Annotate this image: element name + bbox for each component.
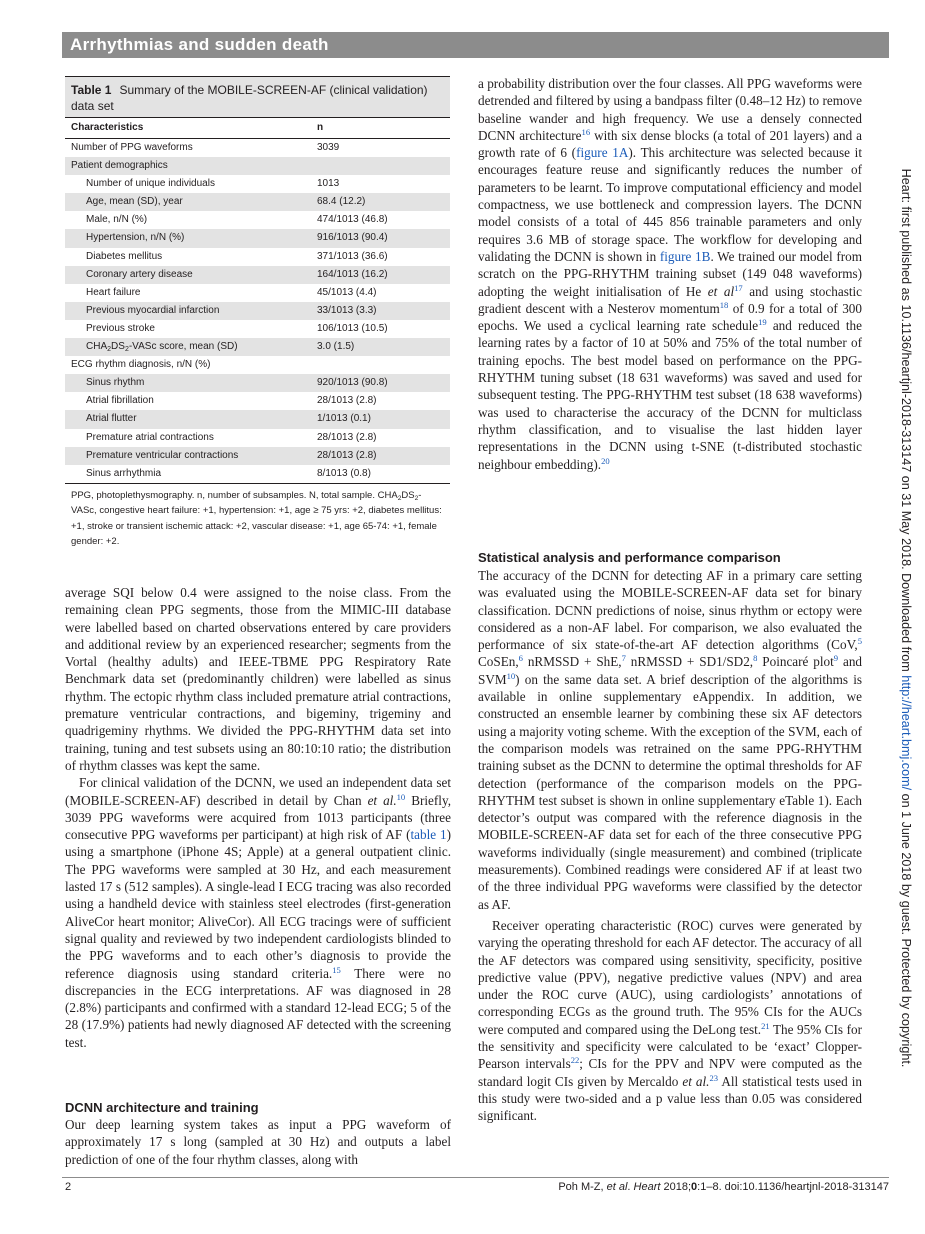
table-row (65, 392, 450, 410)
table-row (65, 320, 450, 338)
running-header: Arrhythmias and sudden death (62, 32, 889, 58)
table-row (65, 211, 450, 229)
table-row (65, 338, 450, 356)
row-value: 1013 (317, 178, 340, 190)
paragraph: average SQI below 0.4 were assigned to the noise class. From the remaining clean PPG segments, those from the MIMIC-III database were labelled based on charted observations entered by care providers and additional review by an experienced researcher; segments from the Vortal (healthy adults) and IEEE-TBME PPG Respiratory Rate Benchmark data set (predominantly children) were labelled as sinus rhythm. The ectopic rhythm class included premature atrial contractions, premature ventricular contractions, and bigeminy, trigeminy and quadrigeminy rhythms. We divided the PPG-RHYTHM data set into training, tuning and test subsets using an 80:10:10 ratio; the distribution of rhythm classes was kept the same. (65, 585, 451, 773)
side-copyright-notice: Heart: first published as 10.1136/heartjnl-2018-313147 on 31 May 2018. Downloaded from http://heart.bmj.com/ on 1 June 2018 by guest. Protected by copyright. (899, 168, 913, 1068)
right-column-text-2 (478, 567, 862, 1125)
row-label: Hypertension, n/N (%) (86, 232, 185, 244)
table-row (65, 229, 450, 247)
row-value (317, 157, 444, 175)
row-value: 3039 (317, 142, 340, 153)
table-row (65, 157, 450, 175)
col-header-characteristics: Characteristics (71, 122, 144, 133)
paragraph: Receiver operating characteristic (ROC) curves were generated by varying the operating threshold for each AF detector. The accuracy of all the AF detectors was compared using sensitivity, specificity, positive predictive value (PPV), negative predictive values (NPV) and area under the ROC curve (AUC), using cardiologists’ annotations of corresponding ECGs as the ground truth. The 95% CIs for the AUCs were computed and compared using the DeLong test.$^{21}$ The 95% CIs for the sensitivity and specificity were calculated to be ‘exact’ Clopper-Pearson intervals$^{22}$; CIs for the PPV and NPV were computed as the standard logit CIs given by Mercaldo et al.$^{23}$ All statistical tests used in this study were two-sided and a p value less than 0.05 was considered significant. (478, 917, 862, 1124)
col-header-n: n (317, 122, 324, 133)
row-label-cha2ds2vasc: $CHA_2DS_2$-VASc score, mean (SD) (86, 341, 238, 354)
reference[interactable]: 9 (833, 653, 839, 664)
journal-url-link[interactable]: http://heart.bmj.com/ (899, 675, 913, 791)
row-label: Age, mean (SD), year (86, 196, 183, 208)
row-value: 920/1013 (90.8) (317, 377, 388, 389)
section-heading-statistics: Statistical analysis and performance comparison (478, 550, 781, 565)
table-link[interactable]: table 1 (410, 827, 447, 843)
row-value (317, 356, 444, 374)
row-value: 164/1013 (16.2) (317, 268, 388, 280)
table-row (65, 302, 450, 320)
row-label: Sinus arrhythmia (86, 467, 162, 479)
row-label: Premature atrial contractions (86, 431, 214, 443)
figure-link[interactable]: figure 1B (659, 248, 711, 264)
table-row (65, 266, 450, 284)
row-label: Previous stroke (86, 322, 155, 334)
table-footnote: PPG, photoplethysmography. n, number of subsamples. N, total sample. $CHA_2DS_2$-VASc, congestive heart failure: +1, hypertension: +1, age ≥ 75 yrs: +2, diabetes mellitus: +1, stroke or transient ischemic attack: +2, vascular disease: +1, age 65-74: +1, female gender: +2. (71, 489, 442, 548)
right-column-text (478, 75, 862, 473)
table-row (65, 193, 450, 211)
table-row (65, 410, 450, 428)
table-header-row (65, 117, 450, 139)
page-number: 2 (65, 1181, 72, 1193)
figure-link[interactable]: figure 1A (576, 145, 629, 161)
left-column-text (65, 584, 451, 1051)
reference[interactable]: 21 (761, 1020, 770, 1031)
reference[interactable]: 5 (857, 636, 862, 647)
table-row (65, 284, 450, 302)
reference[interactable]: 19 (758, 317, 767, 328)
row-value: 1/1013 (0.1) (317, 413, 371, 425)
paragraph: For clinical validation of the DCNN, we used an independent data set (MOBILE-SCREEN-AF) described in detail by Chan et al.$^{10}$ Briefly, 3039 PPG waveforms were acquired from 1013 participants (three consecutive PPG waveforms per participant) at high risk of AF (table 1) using a smartphone (iPhone 4S; Apple) at a general outpatient clinic. The PPG waveforms were sampled at 30 Hz, and each measurement lasted 17 s (512 samples). A single-lead I ECG tracing was also recorded using a handheld device with stainless steel electrodes (first-generation AliveCor heart monitor; AliveCor). All ECG tracings were of sufficient signal quality and reviewed by two independent cardiologists blinded to the PPG waveforms and to each other’s diagnosis to provide the reference diagnosis using standard criteria.$^{15}$ There were no discrepancies in the ECG interpretations. AF was diagnosed in 28 (2.8%) participants and confirmed with a standard 12-lead ECG; 5 of the 28 (17.9%) patients had newly diagnosed AF detected with the screening test. (65, 775, 452, 1050)
row-value: 28/1013 (2.8) (317, 431, 377, 443)
paragraph: Our deep learning system takes as input a PPG waveform of approximately 17 s long (sampled at 30 Hz) and outputs a label prediction of one of the four rhythm classes, along with (65, 1117, 451, 1167)
table-1 (65, 76, 450, 550)
row-value: 3.0 (1.5) (317, 341, 355, 353)
reference[interactable]: 23 (709, 1072, 719, 1083)
paragraph: The accuracy of the DCNN for detecting AF in a primary care setting was evaluated using the MOBILE-SCREEN-AF data set for binary classification. DCNN predictions of noise, sinus rhythm or ectopy were considered as a non-AF label. For comparison, we also evaluated the performance of six state-of-the-art AF detection algorithms (CoV,$^5$ CoSEn,$^6$ nRMSSD + ShE,$^7$ nRMSSD + SD1/SD2,$^8$ Poincaré plot$^9$ and SVM$^{10}$) on the same data set. A brief description of the algorithms is available in online supplementary eAppendix. In addition, we constructed an ensemble learner by combining these six AF detectors using a majority voting scheme. With the exception of the SVM, each of the comparison models was retrained on the same PPG-RHYTHM training subset as the DCNN to determine the optimal thresholds for AF detection (performance of the comparison models on the PPG-RHYTHM test subset is shown in online supplementary eTable 1). Each detector’s output was compared with the reference diagnosis in the MOBILE-SCREEN-AF data set for each of the three consecutive PPG waveforms individually (single measurement) and combined (triplicate measurements). Combined readings were considered AF if at least two of the three individual PPG waveforms were classified by the detector as AF. (478, 568, 863, 912)
table-row (65, 175, 450, 193)
row-label: Coronary artery disease (86, 268, 193, 280)
row-value: 106/1013 (10.5) (317, 322, 388, 334)
section-heading-dcnn: DCNN architecture and training (65, 1100, 259, 1115)
row-value: 371/1013 (36.6) (317, 250, 388, 262)
table-row (65, 356, 450, 374)
row-label: Number of PPG waveforms (71, 142, 193, 153)
row-value: 916/1013 (90.4) (317, 232, 388, 244)
reference[interactable]: 16 (581, 126, 591, 137)
row-label: Atrial flutter (86, 413, 137, 425)
paragraph: a probability distribution over the four classes. All PPG waveforms were detrended and filtered by using a bandpass filter (0.48–12 Hz) to remove baseline wander and high frequency. We use a densely connected DCNN architecture$^{16}$ with six dense blocks (a total of 201 layers) and a growth rate of 6 (figure 1A). This architecture was selected because it encourages feature reuse and significantly reduces the number of parameters to be learnt. To improve computational efficiency and model compactness, we use bottleneck and compression layers. The DCNN model consists of a total of 445 856 trainable parameters and only requires 3.6 MB of storage space. The workflow for developing and validating the DCNN is shown in figure 1B. We trained our model from scratch on the PPG-RHYTHM training subset (149 048 waveforms) adopting the weight initialisation of He et $al^{17}$ and using stochastic gradient descent with a Nesterov momentum$^{18}$ of 0.9 for a total of 300 epochs. We used a cyclical learning rate schedule$^{19}$ and reduced the learning rates by a factor of 10 at 50% and 75% of the total number of training epochs. The best model based on performance on the PPG-RHYTHM tuning subset (18 631 waveforms) was saved and used for subsequent testing. The PPG-RHYTHM test subset (18 638 waveforms) was used to characterise the accuracy of the DCNN for multiclass rhythm classification, and to visualise the last hidden layer representations in the DCNN using t-SNE (t-distributed stochastic neighbour embedding).$^{20}$ (478, 76, 863, 472)
reference[interactable]: 6 (518, 653, 523, 664)
row-label: Sinus rhythm (86, 377, 145, 389)
row-value: 68.4 (12.2) (317, 196, 366, 208)
row-label: Premature ventricular contractions (86, 449, 239, 461)
table-caption (65, 76, 450, 117)
left-column-text-end (65, 1116, 451, 1168)
row-label: Heart failure (86, 286, 141, 298)
table-row (65, 447, 450, 465)
reference[interactable]: 15 (332, 964, 341, 975)
footer-citation: Poh M-Z, et al. Heart 2018;0:1–8. doi:10.1136/heartjnl-2018-313147 (558, 1181, 889, 1193)
table-row (65, 248, 450, 266)
row-label: Male, n/N (%) (86, 214, 148, 226)
reference[interactable]: 10 (506, 670, 516, 681)
reference[interactable]: 17 (734, 282, 743, 293)
reference[interactable]: 20 (601, 455, 610, 466)
table-row (65, 429, 450, 447)
row-label: Number of unique individuals (86, 178, 215, 190)
reference[interactable]: 18 (719, 299, 729, 310)
table-row (65, 465, 450, 483)
row-value: 8/1013 (0.8) (317, 467, 371, 479)
footer-rule (62, 1177, 889, 1178)
row-value: 28/1013 (2.8) (317, 449, 377, 461)
row-label: Patient demographics (71, 160, 168, 172)
table-row (65, 374, 450, 392)
row-value: 45/1013 (4.4) (317, 286, 377, 298)
row-value: 474/1013 (46.8) (317, 214, 388, 226)
row-label: Previous myocardial infarction (86, 304, 220, 316)
row-label: Diabetes mellitus (86, 250, 163, 262)
reference[interactable]: 7 (621, 653, 626, 664)
row-label: Atrial fibrillation (86, 395, 154, 407)
table-row (65, 139, 450, 157)
table-label: Table 1 (71, 83, 112, 97)
table-caption-text: Summary of the MOBILE-SCREEN-AF (clinical validation) data set (71, 83, 428, 113)
row-value: 33/1013 (3.3) (317, 304, 377, 316)
row-label: ECG rhythm diagnosis, n/N (%) (71, 359, 211, 371)
reference[interactable]: 10 (396, 791, 406, 802)
row-value: 28/1013 (2.8) (317, 395, 377, 407)
reference[interactable]: 22 (570, 1055, 580, 1066)
reference[interactable]: 8 (753, 653, 758, 664)
